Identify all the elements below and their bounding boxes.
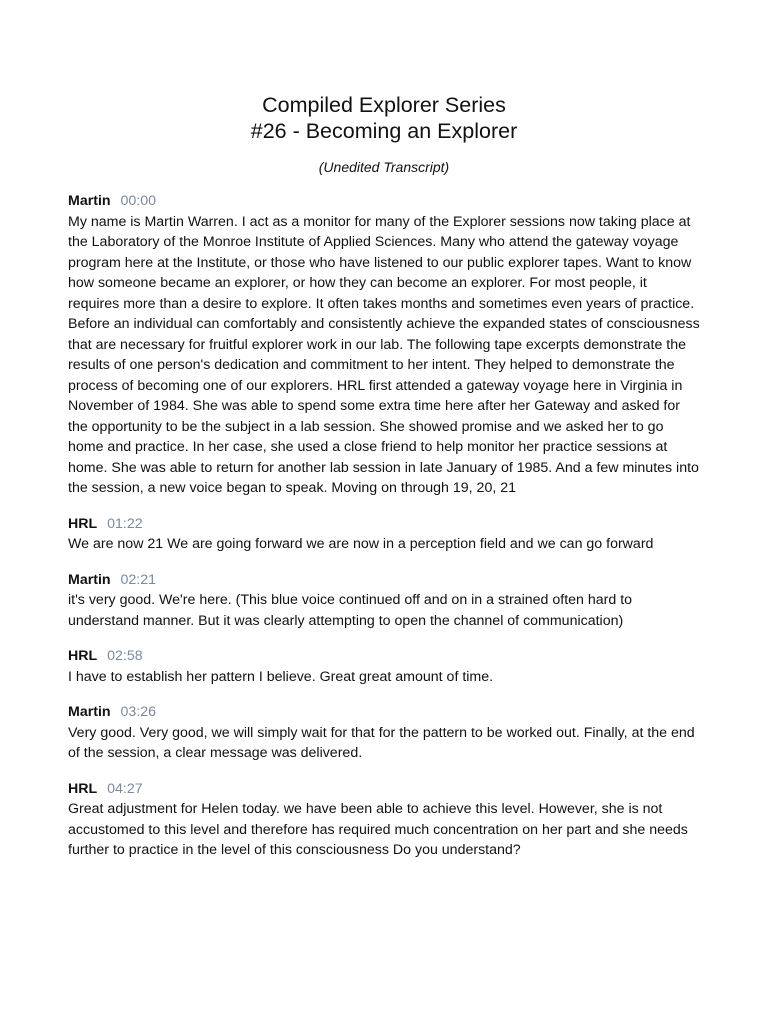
entry-text: My name is Martin Warren. I act as a monitor for many of the Explorer sessions now taking place at the Laboratory of the Monroe Institute of Applied Sciences. Many who attend the gateway voyage program here at the Institute, or those who have listened to our public explorer tapes. Want to know how someone became an explorer, or how they can become an explorer. For most people, it requires more than a desire to explore. It often takes months and sometimes even years of practice. Before an individual can comfortably and consistently achieve the expanded states of consciousness that are necessary for fruitful explorer work in our lab. The following tape excerpts demonstrate the results of one person's dedication and commitment to her intent. They helped to demonstrate the process of becoming one of our explorers. HRL first attended a gateway voyage here in Virginia in November of 1984. She was able to spend some extra time here after her Gateway and asked for the opportunity to be the subject in a lab session. She showed promise and we asked her to go home and practice. In her case, she used a close friend to help monitor her practice sessions at home. She was able to return for another lab session in late January of 1985. And a few minutes into the session, a new voice began to speak. Moving on through 19, 20, 21 — [68, 213, 700, 496]
speaker-name: HRL — [68, 648, 98, 664]
entry-text: Very good. Very good, we will simply wait for that for the pattern to be worked out. Finally, at the end of the session, a clear message was delivered. — [68, 724, 695, 761]
transcript-entry — [68, 570, 700, 632]
transcript-entry — [68, 514, 700, 555]
entry-header — [68, 646, 700, 667]
speaker-name: Martin — [68, 193, 111, 209]
title-line-1: Compiled Explorer Series — [262, 93, 506, 117]
document-title — [68, 92, 700, 144]
transcript-entry — [68, 191, 700, 499]
speaker-name: HRL — [68, 780, 98, 797]
document-subtitle: (Unedited Transcript) — [318, 159, 450, 175]
timestamp: 01:22 — [107, 515, 143, 532]
transcript-entry — [68, 702, 700, 764]
timestamp: 02:58 — [107, 648, 143, 664]
entry-header — [68, 514, 700, 535]
speaker-name: Martin — [68, 704, 111, 720]
entry-text: it's very good. We're here. (This blue voice continued off and on in a strained often hard to understand manner. But it was clearly attempting to open the channel of communication) — [68, 592, 633, 629]
entry-text: We are now 21 We are going forward we are now in a perception field and we can go forward — [68, 536, 654, 552]
entry-header — [68, 702, 700, 723]
speaker-name: Martin — [68, 571, 111, 588]
transcript-entry — [68, 646, 700, 687]
transcript — [68, 191, 700, 861]
entry-text: Great adjustment for Helen today. we have been able to achieve this level. However, she is not accustomed to this level and therefore has required much concentration on her part and she needs further to practice in the level of this consciousness Do you understand? — [68, 801, 688, 858]
entry-header — [68, 191, 700, 212]
timestamp: 00:00 — [120, 193, 157, 209]
entry-header — [68, 779, 700, 800]
entry-header — [68, 570, 700, 591]
transcript-entry — [68, 779, 700, 861]
entry-text: I have to establish her pattern I believe. Great great amount of time. — [68, 668, 494, 685]
timestamp: 03:26 — [120, 704, 157, 720]
speaker-name: HRL — [68, 515, 98, 532]
timestamp: 02:21 — [120, 571, 157, 588]
timestamp: 04:27 — [107, 780, 143, 797]
title-line-2: #26 - Becoming an Explorer — [250, 119, 518, 143]
